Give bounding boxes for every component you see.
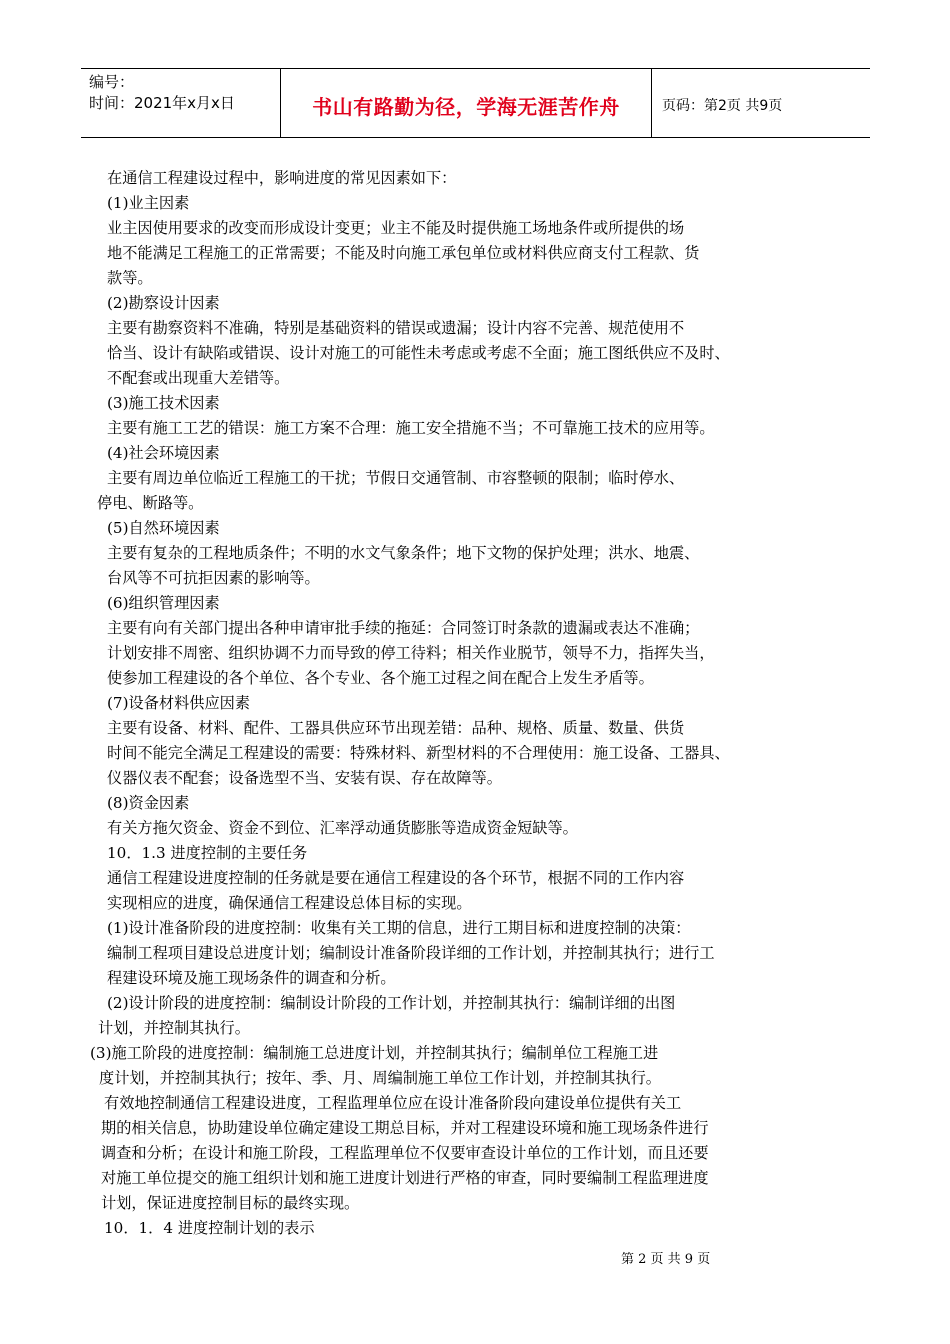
text-line: 业主因使用要求的改变而形成设计变更；业主不能及时提供施工场地条件或所提供的场 <box>107 219 685 237</box>
text-line: 款等。 <box>107 269 153 287</box>
text-line: (2)设计阶段的进度控制：编制设计阶段的工作计划，并控制其执行：编制详细的出图 <box>107 994 676 1012</box>
text-line: 计划，并控制其执行。 <box>98 1019 250 1037</box>
text-line: (3)施工技术因素 <box>107 394 220 412</box>
header-page-info: 页码：第2页 共9页 <box>662 98 783 114</box>
text-line: 期的相关信息，协助建设单位确定建设工期总目标，并对工程建设环境和施工现场条件进行 <box>101 1119 709 1137</box>
text-line: 使参加工程建设的各个单位、各个专业、各个施工过程之间在配合上发生矛盾等。 <box>107 669 654 687</box>
text-line: (4)社会环境因素 <box>107 444 220 462</box>
text-line: 10．1.3 进度控制的主要任务 <box>107 844 308 862</box>
text-line: 计划安排不周密、组织协调不力而导致的停工待料；相关作业脱节，领导不力，指挥失当， <box>107 644 715 662</box>
text-line: 通信工程建设进度控制的任务就是要在通信工程建设的各个环节，根据不同的工作内容 <box>107 869 685 887</box>
text-line: 停电、断路等。 <box>97 494 204 512</box>
text-line: 对施工单位提交的施工组织计划和施工进度计划进行严格的审查，同时要编制工程监理进度 <box>101 1169 709 1187</box>
text-line: (5)自然环境因素 <box>107 519 220 537</box>
text-line: (6)组织管理因素 <box>107 594 220 612</box>
header-motto-cell <box>281 69 652 137</box>
text-line: 主要有周边单位临近工程施工的干扰；节假日交通管制、市容整顿的限制；临时停水、 <box>107 469 685 487</box>
text-line: (1)业主因素 <box>107 194 190 212</box>
text-line: 度计划，并控制其执行；按年、季、月、周编制施工单位工作计划，并控制其执行。 <box>99 1069 661 1087</box>
text-line: 有效地控制通信工程建设进度，工程监理单位应在设计准备阶段向建设单位提供有关工 <box>104 1094 682 1112</box>
text-line: 主要有勘察资料不准确，特别是基础资料的错误或遗漏；设计内容不完善、规范使用不 <box>107 319 685 337</box>
text-line: 仪器仪表不配套；设备选型不当、安装有误、存在故障等。 <box>107 769 502 787</box>
text-line: 不配套或出现重大差错等。 <box>107 369 290 387</box>
header-meta <box>81 69 281 137</box>
text-line: (2)勘察设计因素 <box>107 294 220 312</box>
text-line: 主要有施工工艺的错误：施工方案不合理：施工安全措施不当；不可靠施工技术的应用等。 <box>107 419 715 437</box>
page-footer: 第 2 页 共 9 页 <box>621 1252 711 1267</box>
text-line: (7)设备材料供应因素 <box>107 694 251 712</box>
text-line: 主要有复杂的工程地质条件；不明的水文气象条件；地下文物的保护处理；洪水、地震、 <box>107 544 700 562</box>
header-motto: 书山有路勤为径，学海无涯苦作舟 <box>312 94 620 119</box>
text-line: 程建设环境及施工现场条件的调查和分析。 <box>107 969 396 987</box>
text-line: 恰当、设计有缺陷或错误、设计对施工的可能性未考虑或考虑不全面；施工图纸供应不及时、 <box>107 344 730 362</box>
text-line: 主要有设备、材料、配件、工器具供应环节出现差错：品种、规格、质量、数量、供货 <box>107 719 685 737</box>
text-line: 时间不能完全满足工程建设的需要：特殊材料、新型材料的不合理使用：施工设备、工器具、 <box>107 744 730 762</box>
text-line: 台风等不可抗拒因素的影响等。 <box>107 569 320 587</box>
text-line: (1)设计准备阶段的进度控制：收集有关工期的信息，进行工期目标和进度控制的决策： <box>107 919 691 937</box>
text-line: 编制工程项目建设总进度计划；编制设计准备阶段详细的工作计划，并控制其执行；进行工 <box>107 944 715 962</box>
text-line: 实现相应的进度，确保通信工程建设总体目标的实现。 <box>107 894 472 912</box>
text-line: 主要有向有关部门提出各种申请审批手续的拖延：合同签订时条款的遗漏或表达不准确； <box>107 619 700 637</box>
text-line: 在通信工程建设过程中，影响进度的常见因素如下： <box>107 169 457 187</box>
text-line: 调查和分析；在设计和施工阶段，工程监理单位不仅要审查设计单位的工作计划，而且还要 <box>101 1144 709 1162</box>
page-header <box>81 68 870 138</box>
text-line: 有关方拖欠资金、资金不到位、汇率浮动通货膨胀等造成资金短缺等。 <box>107 819 578 837</box>
text-line: 地不能满足工程施工的正常需要；不能及时向施工承包单位或材料供应商支付工程款、货 <box>107 244 700 262</box>
doc-number-label: 编号： <box>89 73 135 91</box>
text-line: 10．1．4 进度控制计划的表示 <box>104 1219 315 1237</box>
doc-time-label: 时间：2021年x月x日 <box>89 94 235 112</box>
text-line: (3)施工阶段的进度控制：编制施工总进度计划，并控制其执行；编制单位工程施工进 <box>90 1044 659 1062</box>
text-line: (8)资金因素 <box>107 794 190 812</box>
text-line: 计划，保证进度控制目标的最终实现。 <box>101 1194 360 1212</box>
